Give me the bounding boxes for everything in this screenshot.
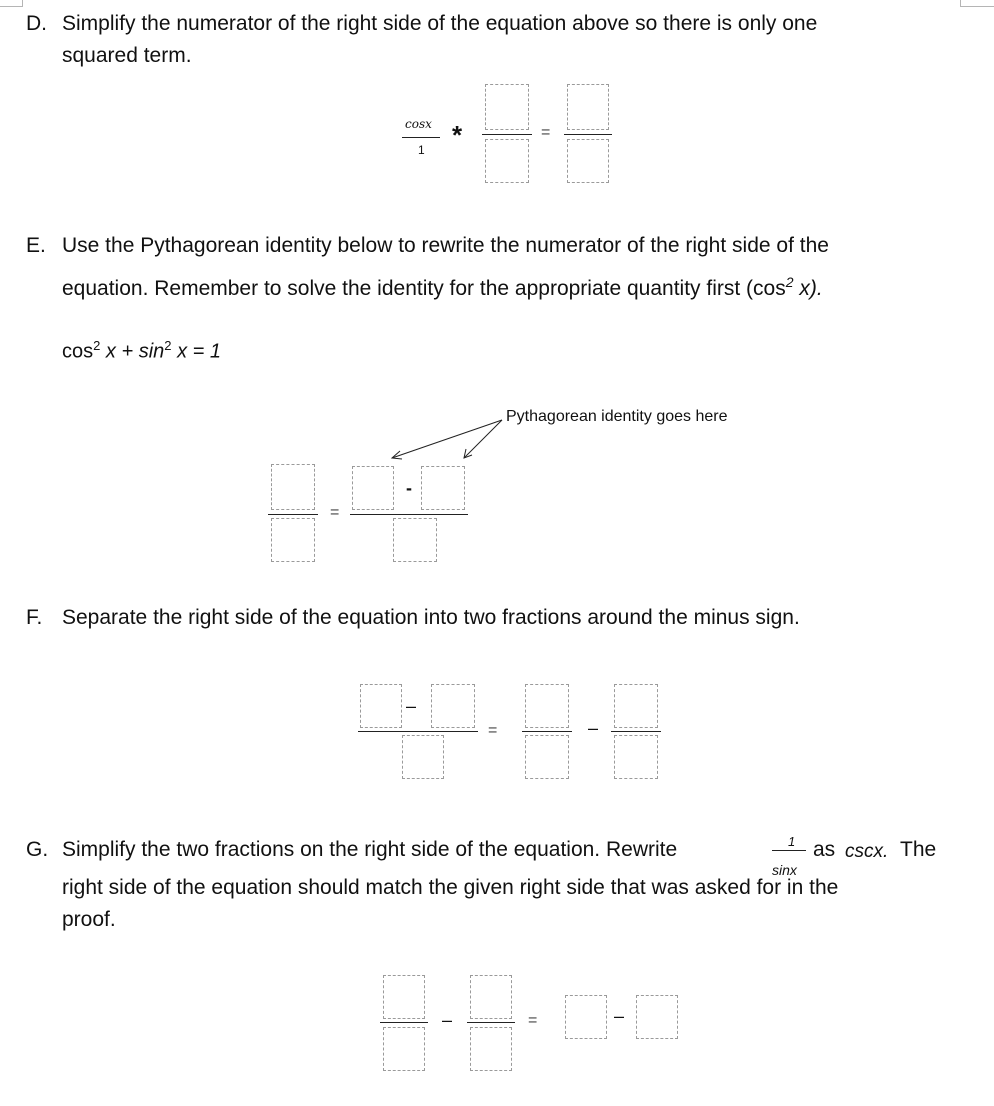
step-g-line1-end: The [900,838,937,861]
f-equals-sign: = [488,722,498,739]
g-frac-bar-2 [467,1022,515,1023]
g-equals-sign: = [528,1012,538,1029]
step-e-line2-text: equation. Remember to solve the identity for the appropriate quantity first ( [62,277,754,300]
g-answer-box-frac2-numerator[interactable] [470,975,512,1019]
d-frac-denominator: 1 [418,143,425,157]
f-minus-sign-left: – [406,696,417,716]
g-answer-box-frac1-denominator[interactable] [383,1027,425,1071]
step-g-line2: right side of the equation should match the given right side that was asked for in the [62,876,839,899]
identity-exp-1: 2 [93,338,101,353]
step-d-line1: Simplify the numerator of the right side of the equation above so there is only one [62,12,818,35]
step-f-letter: F. [26,606,43,629]
g-minus-sign-right: – [614,1006,625,1026]
step-g-line1-text: Simplify the two fractions on the right side of the equation. Rewrite [62,838,678,861]
g-inline-frac-numerator: 1 [788,834,796,849]
step-g-line1-csc: cscx. [845,841,889,862]
g-answer-box-result-1[interactable] [565,995,607,1039]
f-minus-sign-right: – [588,718,599,738]
g-answer-box-result-2[interactable] [636,995,678,1039]
step-g-line3: proof. [62,908,116,931]
e-minus-sign: - [406,478,412,498]
identity-exp-2: 2 [164,338,172,353]
step-g-letter: G. [26,838,49,861]
step-f-line1: Separate the right side of the equation into two fractions around the minus sign. [62,606,800,629]
step-e-line2-cos: cos [753,277,786,300]
e-equals-sign: = [330,504,340,521]
g-inline-frac-denominator: sinx [772,862,797,878]
g-answer-box-frac1-numerator[interactable] [383,975,425,1019]
d-times-sign: * [452,120,463,150]
step-e-line2-end: x). [793,277,823,300]
step-d-letter: D. [26,12,47,35]
identity-end: x = 1 [171,340,221,363]
d-frac-numerator: cosx [405,117,432,131]
identity-middle: x + sin [100,340,165,363]
g-answer-box-frac2-denominator[interactable] [470,1027,512,1071]
identity-cos: cos [62,340,94,363]
step-e-letter: E. [26,234,46,257]
g-frac-bar-1 [380,1022,428,1023]
annotation-label: Pythagorean identity goes here [506,408,728,425]
step-g-line1-as: as [813,838,836,861]
step-e-line2-exp: 2 [785,274,794,290]
step-d-line2: squared term. [62,44,192,67]
d-equals-sign: = [541,124,551,141]
step-e-line1: Use the Pythagorean identity below to rewrite the numerator of the right side of the [62,234,829,257]
g-minus-sign-left: – [442,1010,453,1030]
